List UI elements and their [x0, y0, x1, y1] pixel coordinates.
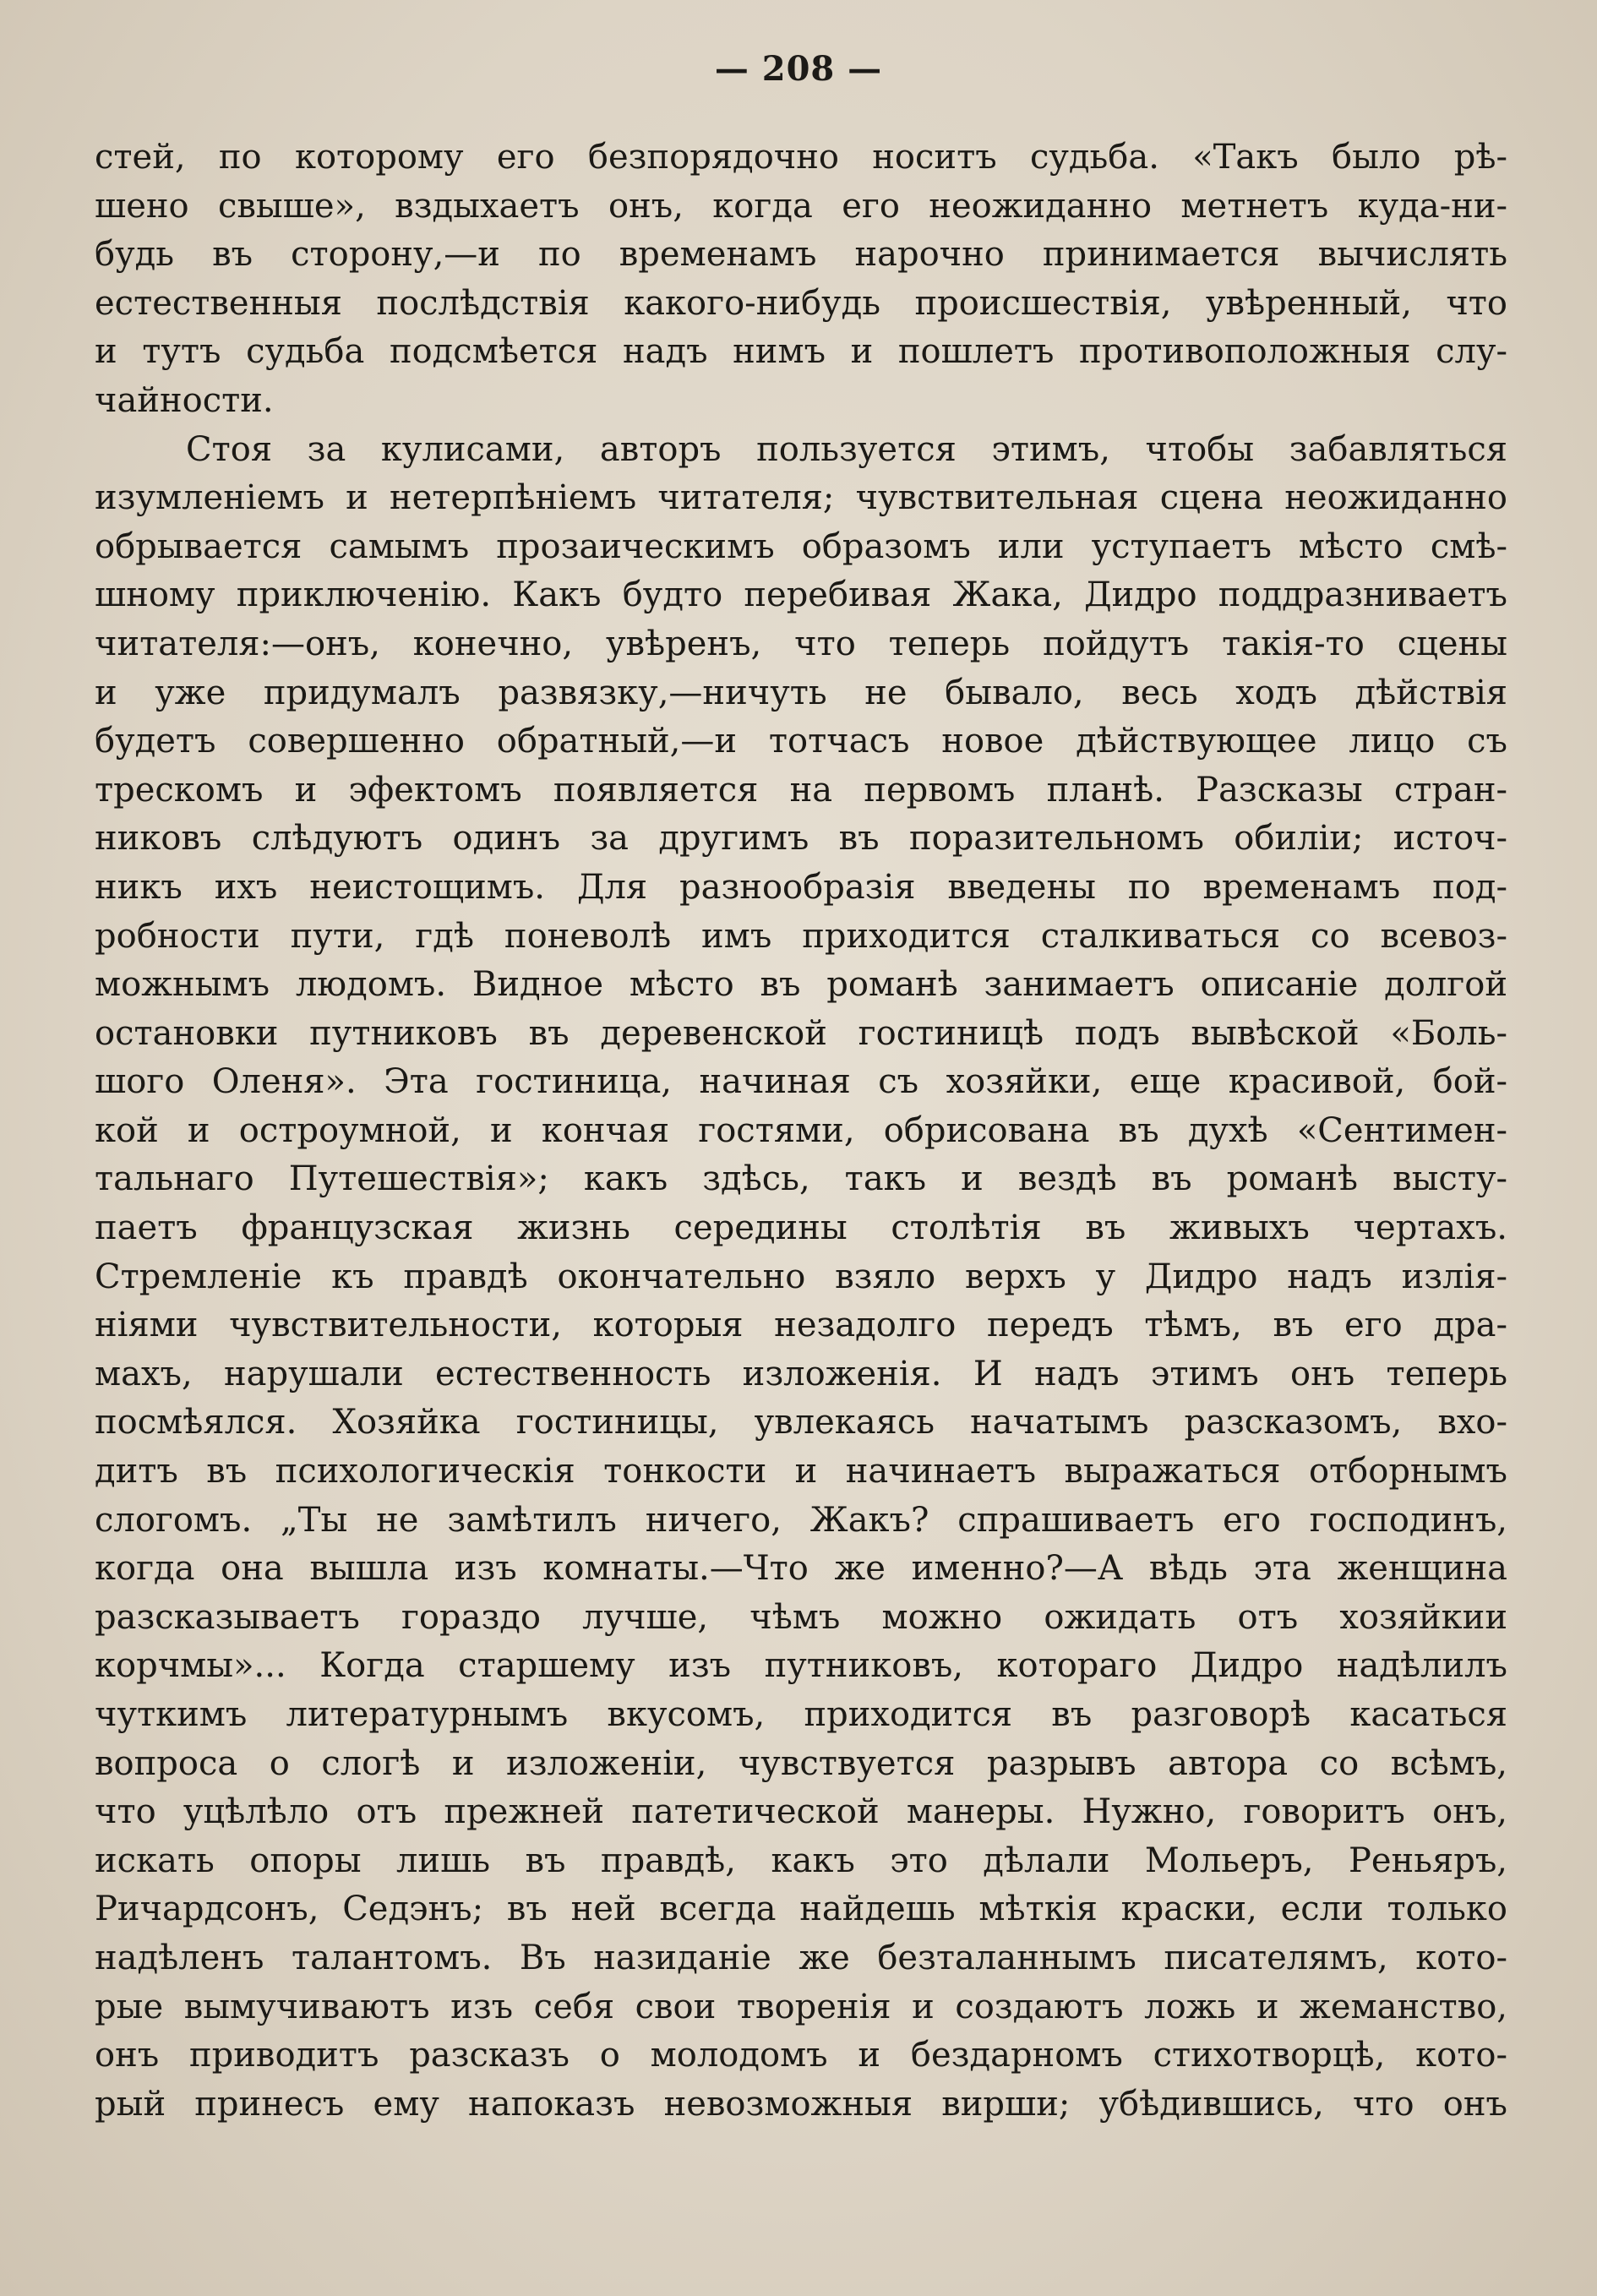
text-line: паетъ французская жизнь середины столѣтія въ живыхъ чертахъ.	[95, 1208, 1507, 1248]
text-line: когда она вышла изъ комнаты.—Что же именно?—А вѣдь эта женщина	[95, 1549, 1507, 1589]
text-line: стей, по которому его безпорядочно носитъ судьба. «Такъ было рѣ-	[95, 138, 1507, 177]
text-line: кой и остроумной, и кончая гостями, обрисована въ духѣ «Сентимен-	[95, 1110, 1507, 1150]
text-line: махъ, нарушали естественность изложенія. И надъ этимъ онъ теперь	[95, 1354, 1507, 1393]
text-line: тальнаго Путешествія»; какъ здѣсь, такъ и вездѣ въ романѣ высту-	[95, 1159, 1507, 1199]
text-line: шному приключенію. Какъ будто перебивая Жака, Дидро поддразниваетъ	[95, 575, 1507, 615]
text-line: и уже придумалъ развязку,—ничуть не бывало, весь ходъ дѣйствія	[95, 673, 1507, 712]
body-text	[95, 134, 1507, 2129]
text-line: можнымъ людомъ. Видное мѣсто въ романѣ занимаетъ описаніе долгой	[95, 965, 1507, 1005]
text-line: искать опоры лишь въ правдѣ, какъ это дѣлали Мольеръ, Реньяръ,	[95, 1841, 1507, 1880]
text-line: робности пути, гдѣ поневолѣ имъ приходится сталкиваться со всевоз-	[95, 916, 1507, 956]
page-number: — 208 —	[714, 49, 883, 89]
text-line: надѣленъ талантомъ. Въ назиданіе же безталаннымъ писателямъ, кото-	[95, 1938, 1507, 1977]
text-line: шено свыше», вздыхаетъ онъ, когда его неожиданно метнетъ куда-ни-	[95, 186, 1507, 226]
text-line: разсказываетъ гораздо лучше, чѣмъ можно ожидать отъ хозяйкии	[95, 1597, 1507, 1637]
text-line: дитъ въ психологическія тонкости и начинаетъ выражаться отборнымъ	[95, 1452, 1507, 1492]
text-line: вопроса о слогѣ и изложеніи, чувствуется разрывъ автора со всѣмъ,	[95, 1743, 1507, 1783]
text-line: онъ приводитъ разсказъ о молодомъ и бездарномъ стихотворцѣ, кото-	[95, 2036, 1507, 2075]
text-line: Ричардсонъ, Седэнъ; въ ней всегда найдешь мѣткія краски, если только	[95, 1890, 1507, 1929]
text-line: рые вымучиваютъ изъ себя свои творенія и создаютъ ложь и жеманство,	[95, 1987, 1507, 2026]
text-line: корчмы»... Когда старшему изъ путниковъ, котораго Дидро надѣлилъ	[95, 1646, 1507, 1686]
text-line: и тутъ судьба подсмѣется надъ нимъ и пошлетъ противоположныя слу-	[95, 332, 1507, 372]
text-line: никовъ слѣдуютъ одинъ за другимъ въ поразительномъ обиліи; источ-	[95, 819, 1507, 859]
paragraph-start-line: Стоя за кулисами, авторъ пользуется этимъ, чтобы забавляться	[186, 429, 1507, 469]
text-line: чайности.	[95, 380, 274, 420]
text-line: Стремленіе къ правдѣ окончательно взяло верхъ у Дидро надъ излія-	[95, 1257, 1507, 1296]
text-line: будетъ совершенно обратный,—и тотчасъ новое дѣйствующее лицо съ	[95, 722, 1507, 761]
text-line: трескомъ и эфектомъ появляется на первомъ планѣ. Разсказы стран-	[95, 770, 1507, 810]
text-line: обрывается самымъ прозаическимъ образомъ или уступаетъ мѣсто смѣ-	[95, 526, 1507, 566]
text-line: никъ ихъ неистощимъ. Для разнообразія введены по временамъ под-	[95, 867, 1507, 907]
text-line: посмѣялся. Хозяйка гостиницы, увлекаясь начатымъ разсказомъ, вхо-	[95, 1403, 1507, 1442]
text-line: читателя:—онъ, конечно, увѣренъ, что теперь пойдутъ такія-то сцены	[95, 624, 1507, 663]
text-line: шого Оленя». Эта гостиница, начиная съ хозяйки, еще красивой, бой-	[95, 1062, 1507, 1102]
text-line: изумленіемъ и нетерпѣніемъ читателя; чувствительная сцена неожиданно	[95, 478, 1507, 518]
text-line: рый принесъ ему напоказъ невозможныя вирши; убѣдившись, что онъ	[95, 2084, 1507, 2124]
text-line: ніями чувствительности, которыя незадолго передъ тѣмъ, въ его дра-	[95, 1306, 1507, 1345]
text-line: остановки путниковъ въ деревенской гостиницѣ подъ вывѣской «Боль-	[95, 1013, 1507, 1053]
text-line: слогомъ. „Ты не замѣтилъ ничего, Жакъ? спрашиваетъ его господинъ,	[95, 1500, 1507, 1540]
text-line: чуткимъ литературнымъ вкусомъ, приходится въ разговорѣ касаться	[95, 1695, 1507, 1734]
text-line: естественныя послѣдствія какого-нибудь происшествія, увѣренный, что	[95, 283, 1507, 323]
text-line: будь въ сторону,—и по временамъ нарочно принимается вычислять	[95, 235, 1507, 275]
text-line: что уцѣлѣло отъ прежней патетической манеры. Нужно, говоритъ онъ,	[95, 1792, 1507, 1832]
